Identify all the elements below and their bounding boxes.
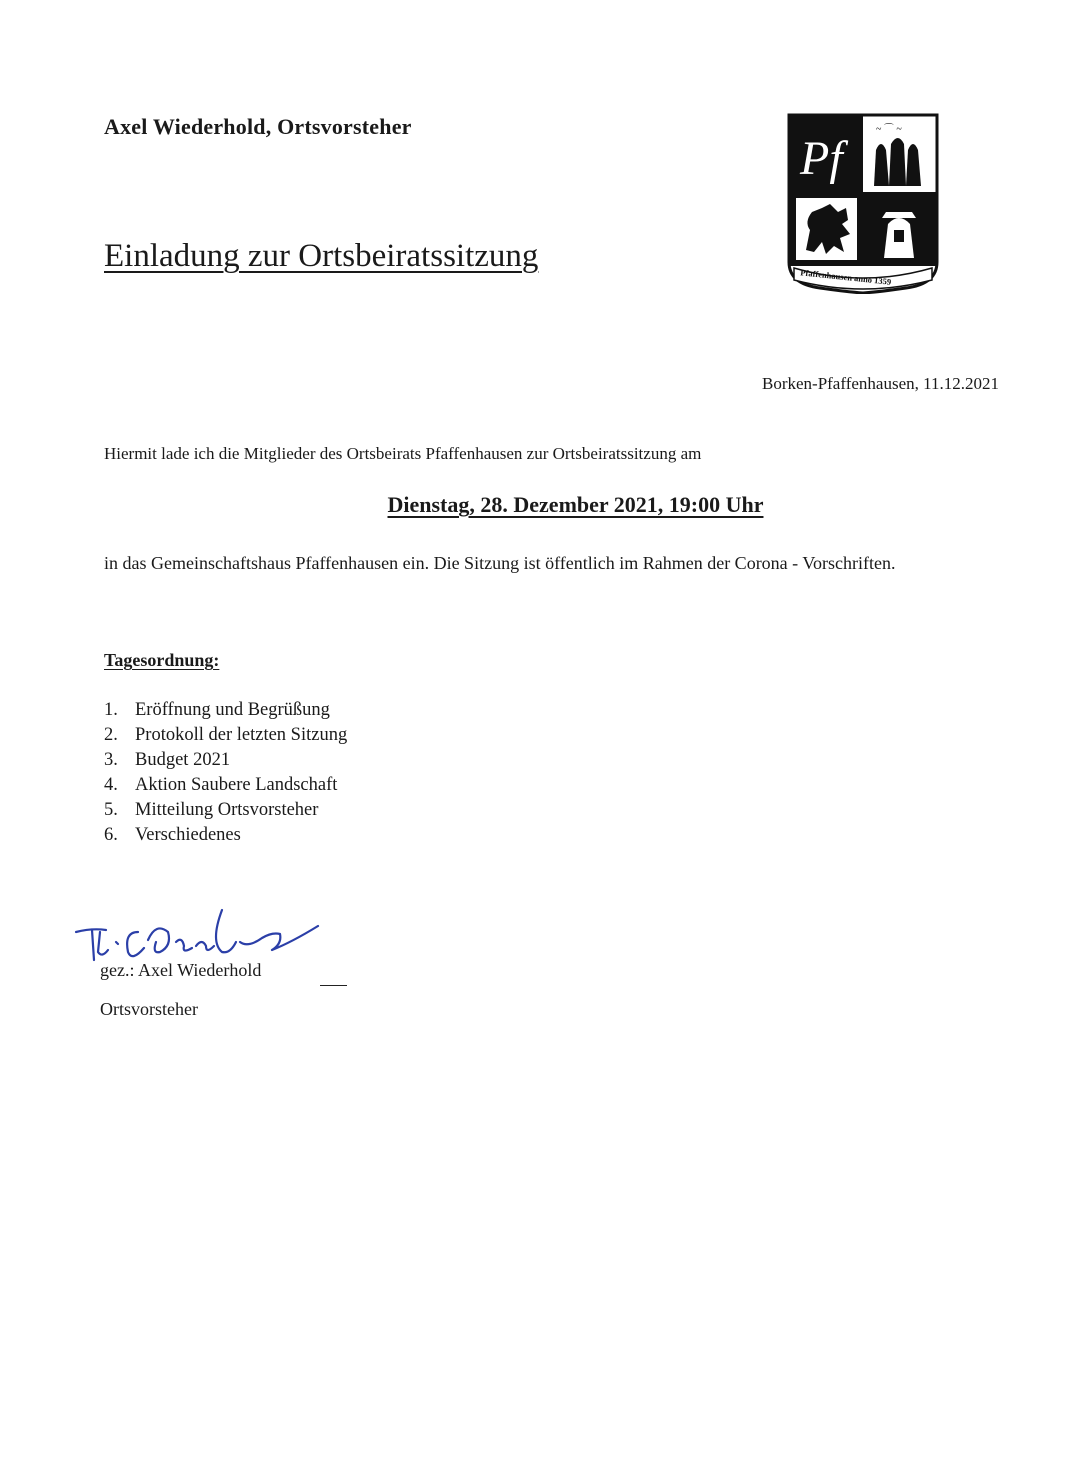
agenda-item	[104, 773, 347, 798]
signed-by: gez.: Axel Wiederhold	[100, 960, 262, 980]
coat-of-arms-logo	[786, 112, 940, 294]
agenda-item-text: Verschiedenes	[135, 825, 241, 845]
agenda-item-text: Protokoll der letzten Sitzung	[135, 725, 348, 745]
meeting-datetime	[0, 492, 1079, 518]
agenda-item-number: 4.	[104, 775, 118, 795]
agenda-item-text: Eröffnung und Begrüßung	[135, 700, 330, 720]
agenda-item	[104, 823, 347, 848]
document-title: Einladung zur Ortsbeiratssitzung	[104, 238, 539, 274]
agenda-item-text: Budget 2021	[135, 750, 231, 770]
agenda-item-number: 3.	[104, 750, 118, 770]
agenda-item	[104, 698, 347, 723]
agenda-item-number: 6.	[104, 825, 118, 845]
agenda-list	[104, 698, 347, 848]
agenda-item	[104, 798, 347, 823]
agenda-item-number: 5.	[104, 800, 118, 820]
signer-role: Ortsvorsteher	[100, 999, 198, 1019]
svg-text:Pf: Pf	[800, 132, 843, 185]
signature-line	[320, 985, 347, 986]
agenda-item	[104, 723, 347, 748]
agenda-item-number: 1.	[104, 700, 118, 720]
agenda-item-text: Aktion Saubere Landschaft	[135, 775, 338, 795]
agenda-item-number: 2.	[104, 725, 118, 745]
agenda-heading: Tagesordnung:	[104, 650, 220, 670]
crest-motto: Pfaffenhausen anno 1359	[799, 267, 892, 287]
sender-name: Axel Wiederhold, Ortsvorsteher	[104, 114, 412, 139]
meeting-datetime-text: Dienstag, 28. Dezember 2021, 19:00 Uhr	[387, 492, 764, 517]
intro-paragraph: Hiermit lade ich die Mitglieder des Ortsbeirats Pfaffenhausen zur Ortsbeiratssitzung am	[104, 444, 702, 463]
agenda-item-text: Mitteilung Ortsvorsteher	[135, 800, 319, 820]
place-and-date: Borken-Pfaffenhausen, 11.12.2021	[761, 374, 999, 393]
svg-text:~ ⌒ ~: ~ ⌒ ~	[876, 124, 902, 135]
location-paragraph: in das Gemeinschaftshaus Pfaffenhausen ein. Die Sitzung ist öffentlich im Rahmen der Corona - Vorschriften.	[104, 553, 896, 573]
agenda-item	[104, 748, 347, 773]
